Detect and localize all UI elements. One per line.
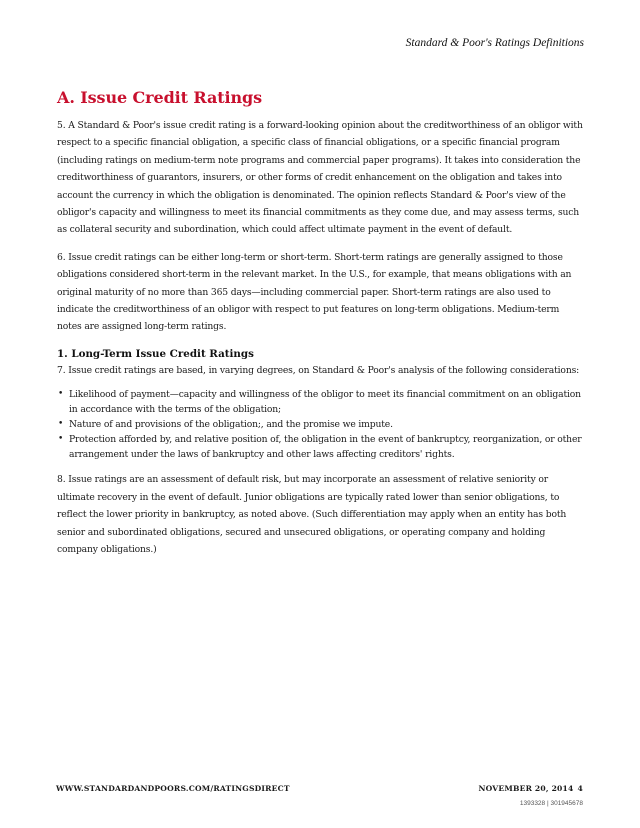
subsection-title: 1. Long-Term Issue Credit Ratings: [57, 347, 254, 360]
considerations-list: [57, 387, 585, 462]
list-item: [57, 387, 585, 417]
list-item-text: Protection afforded by, and relative position of, the obligation in the event of bankruptcy, reorganization, or other arrangement under the laws of bankruptcy and other laws affecting creditors' rights.: [69, 434, 582, 461]
paragraph-8: 8. Issue ratings are an assessment of default risk, but may incorporate an assessment of relative seniority or ultimate recovery in the event of default. Junior obligations are typically rated lower than senior obligations, to reflect the lower priority in bankruptcy, as noted above. (Such differentiation may apply when an entity has both senior and subordinated obligations, secured and unsecured obligations, or operating company and holding company obligations.): [57, 474, 567, 555]
bullet-icon: •: [58, 419, 64, 430]
bullet-icon: •: [58, 389, 64, 400]
running-header-title: Standard & Poor's Ratings Definitions: [405, 37, 584, 49]
list-item-text: Likelihood of payment—capacity and willingness of the obligor to meet its financial commitment on an obligation in accordance with the terms of the obligation;: [69, 389, 581, 416]
paragraph-5: 5. A Standard & Poor's issue credit rating is a forward-looking opinion about the creditworthiness of an obligor with respect to a specific financial obligation, a specific class of financial obligations, or a specific financial program (including ratings on medium-term note programs and commercial paper programs). It takes into consideration the creditworthiness of guarantors, insurers, or other forms of credit enhancement on the obligation and takes into account the currency in which the obligation is denominated. The opinion reflects Standard & Poor's view of the obligor's capacity and willingness to meet its financial commitments as they come due, and may assess terms, such as collateral security and subordination, which could affect ultimate payment in the event of default.: [57, 120, 583, 236]
list-item-text: Nature of and provisions of the obligation;, and the promise we impute.: [69, 419, 393, 431]
paragraph-7: 7. Issue credit ratings are based, in varying degrees, on Standard & Poor's analysis of the following considerations:: [57, 364, 580, 376]
document-ids: 1393328 | 301945678: [519, 800, 583, 807]
paragraph-6: 6. Issue credit ratings can be either long-term or short-term. Short-term ratings are generally assigned to those obligations considered short-term in the relevant market. In the U.S., for example, that means obligations with an original maturity of no more than 365 days—including commercial paper. Short-term ratings are also used to indicate the creditworthiness of an obligor with respect to put features on long-term obligations. Medium-term notes are assigned long-term ratings.: [57, 251, 572, 333]
footer-url[interactable]: WWW.STANDARDANDPOORS.COM/RATINGSDIRECT: [56, 784, 290, 793]
bullet-icon: •: [58, 434, 64, 445]
page-number: 4: [577, 784, 583, 793]
section-title: A. Issue Credit Ratings: [57, 88, 263, 107]
footer-date-page: [478, 784, 583, 793]
list-item: [57, 417, 585, 432]
main-content: [57, 88, 585, 568]
footer-date: NOVEMBER 20, 2014: [478, 784, 574, 793]
list-item: [57, 432, 585, 462]
